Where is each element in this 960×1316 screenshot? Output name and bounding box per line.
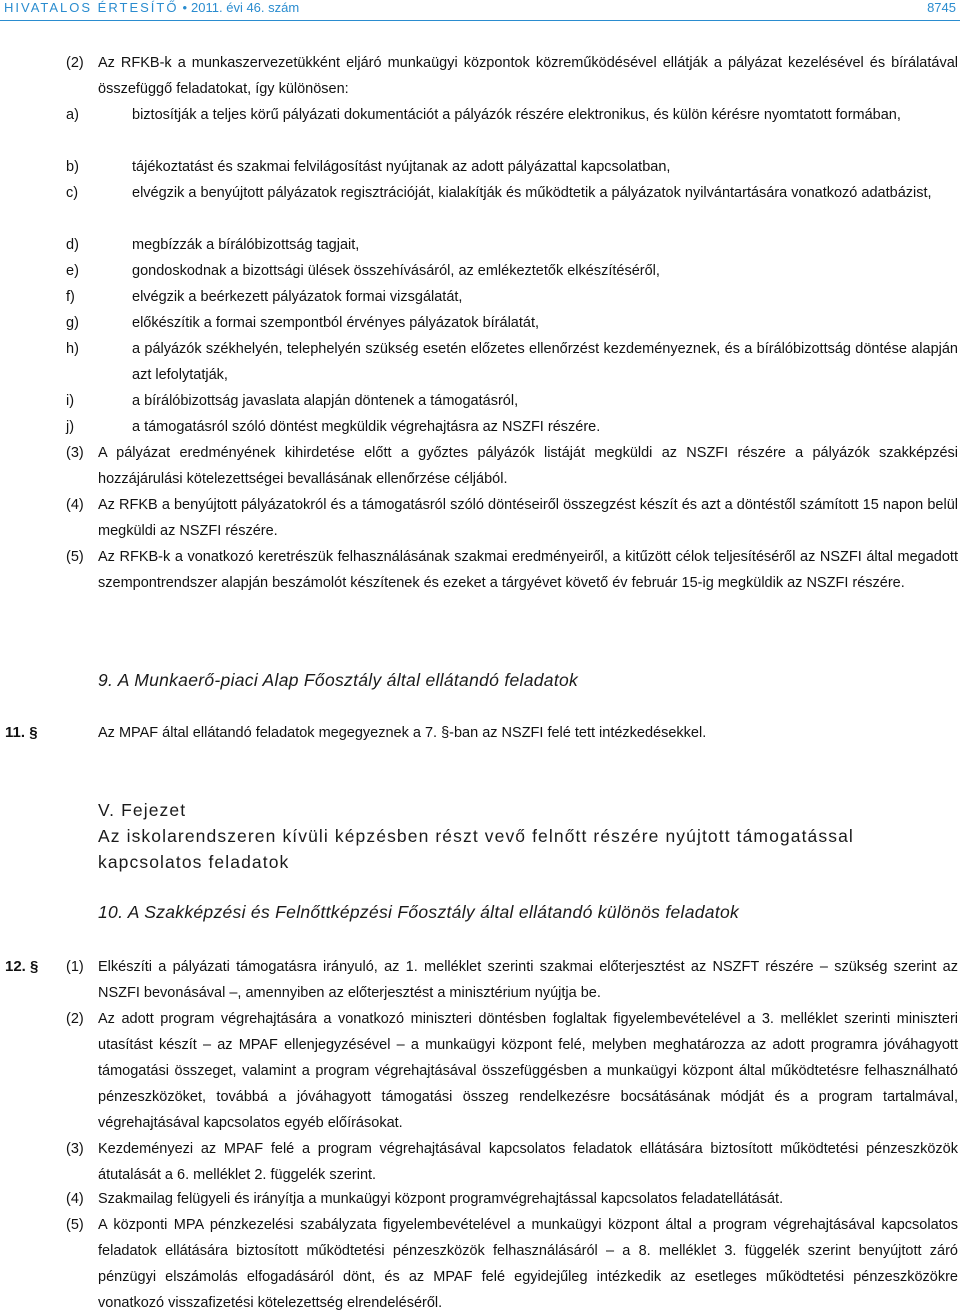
list-item-text: a bírálóbizottság javaslata alapján döntenek a támogatásról, [132,393,519,409]
list-item-label: i) [66,393,75,409]
paragraph-text: Kezdeményezi az MPAF felé a program végrehajtásával kapcsolatos feladatok ellátására biztosított működtetési pénzeszközök átutalását a 6. melléklet 2. függelék szerint. [98,1141,958,1183]
header-separator: • [182,0,188,15]
list-item-text: elvégzik a beérkezett pályázatok formai vizsgálatát, [132,289,463,305]
paragraph-number: (5) [66,1217,84,1233]
paragraph-number: (3) [66,445,84,461]
list-item-label: c) [66,185,79,201]
paragraph-number: (5) [66,549,84,565]
page-header [0,0,960,20]
page-number: 8745 [927,0,956,15]
list-item-label: j) [66,419,75,435]
paragraph-text: A központi MPA pénzkezelési szabályzata figyelembevételével a munkaügyi központ által a program végrehajtásával kapcsolatos feladatok ellátására biztosított működtetési pénzeszközök felhasználásáról – a 8. melléklet 3. függelék szerint benyújtott záró pénzügyi elszámolás elfogadásáról dönt, és az MPAF felé egyidejűleg intézkedik az esetleges működtetési pénzeszközökre vonatkozó visszafizetési kötelezettség elrendeléséről. [98,1217,958,1311]
list-item-text: a pályázók székhelyén, telephelyén szükség esetén előzetes ellenőrzést kezdeményeznek, és a bírálóbizottság döntése alapján azt lefolytatják, [132,341,958,383]
paragraph-text: Szakmailag felügyeli és irányítja a munkaügyi központ programvégrehajtással kapcsolatos feladatellátását. [98,1191,784,1207]
paragraph-text: Az RFKB-k a munkaszervezetükként eljáró munkaügyi központok közreműködésével ellátják a pályázat kezelésével és bírálatával összefüggő feladatokat, így különösen: [98,55,958,97]
list-item-label: g) [66,315,79,331]
paragraph-text: Az adott program végrehajtására a vonatkozó miniszteri döntésben foglaltak figyelembevételével a 3. melléklet szerinti miniszteri utasítást készít – az MPAF ellenjegyzésével – a munkaügyi központ felé, melyben meghatározza az adott programra jóváhagyott támogatási összeget, valamint a program végrehajtásával összefüggésben a munkaügyi központ által működtetésre felhasználható pénzeszközöket, továbbá a jóváhagyott támogatási összeg rendelkezésre bocsátásának módját és a program tartalmával, végrehajtásával kapcsolatos egyéb előírásokat. [98,1011,958,1131]
section-number: 11. § [5,724,38,741]
list-item-label: f) [66,289,75,305]
list-item-text: tájékoztatást és szakmai felvilágosítást nyújtanak az adott pályázattal kapcsolatban, [132,159,671,175]
list-item-label: a) [66,107,79,123]
list-item-label: b) [66,159,79,175]
publication-title: HIVATALOS ÉRTESÍTŐ [4,0,179,15]
paragraph-text: Az RFKB a benyújtott pályázatokról és a támogatásról szóló döntéseiről összegzést készít és azt a döntéstől számított 15 napon belül megküldi az NSZFI részére. [98,497,958,539]
chapter-title: V. Fejezet [98,800,187,820]
list-item-label: e) [66,263,79,279]
paragraph-number: (4) [66,1191,84,1207]
list-item-text: megbízzák a bírálóbizottság tagjait, [132,237,360,253]
paragraph-text: Az RFKB-k a vonatkozó keretrészük felhasználásának szakmai eredményeiről, a kitűzött célok teljesítéséről az NSZFI által megadott szempontrendszer alapján beszámolót készítenek és ezeket a tárgyévet követő év február 15-ig megküldik az NSZFI részére. [98,549,958,591]
header-rule [0,20,960,21]
section-number: 12. § [5,958,39,975]
paragraph-text: A pályázat eredményének kihirdetése előtt a győztes pályázók listáját megküldi az NSZFI részére a pályázók szakképzési hozzájárulási kötelezettségei bevallásának ellenőrzése céljából. [98,445,958,487]
paragraph-number: (4) [66,497,84,513]
list-item-text: a támogatásról szóló döntést megküldik végrehajtásra az NSZFI részére. [132,419,601,435]
section-text: Az MPAF által ellátandó feladatok megegyeznek a 7. §-ban az NSZFI felé tett intézkedésekkel. [98,725,707,741]
header-title-line [4,0,299,15]
paragraph-number: (2) [66,55,84,71]
section-heading: 9. A Munkaerő-piaci Alap Főosztály által ellátandó feladatok [98,670,579,690]
paragraph-number: (1) [66,959,84,975]
list-item-text: előkészítik a formai szempontból érvényes pályázatok bírálatát, [132,315,540,331]
list-item-text: biztosítják a teljes körű pályázati dokumentációt a pályázók részére elektronikus, és külön kérésre nyomtatott formában, [132,107,901,123]
issue-label: 2011. évi 46. szám [191,0,300,15]
list-item-label: h) [66,341,79,357]
paragraph-text: Elkészíti a pályázati támogatásra irányuló, az 1. melléklet szerinti szakmai előterjesztést az NSZFT részére – szükség szerint az NSZFI bevonásával –, amennyiben az előterjesztést a minisztérium nyújtja be. [98,959,958,1001]
chapter-subtitle: Az iskolarendszeren kívüli képzésben részt vevő felnőtt részére nyújtott támogatással kapcsolatos feladatok [98,826,854,872]
list-item-text: gondoskodnak a bizottsági ülések összehívásáról, az emlékeztetők elkészítéséről, [132,263,660,279]
paragraph-number: (3) [66,1141,84,1157]
list-item-label: d) [66,237,79,253]
paragraph-number: (2) [66,1011,84,1027]
list-item-text: elvégzik a benyújtott pályázatok regisztrációját, kialakítják és működtetik a pályázatok nyilvántartására vonatkozó adatbázist, [132,185,932,201]
section-heading: 10. A Szakképzési és Felnőttképzési Főosztály által ellátandó különös feladatok [98,902,740,922]
